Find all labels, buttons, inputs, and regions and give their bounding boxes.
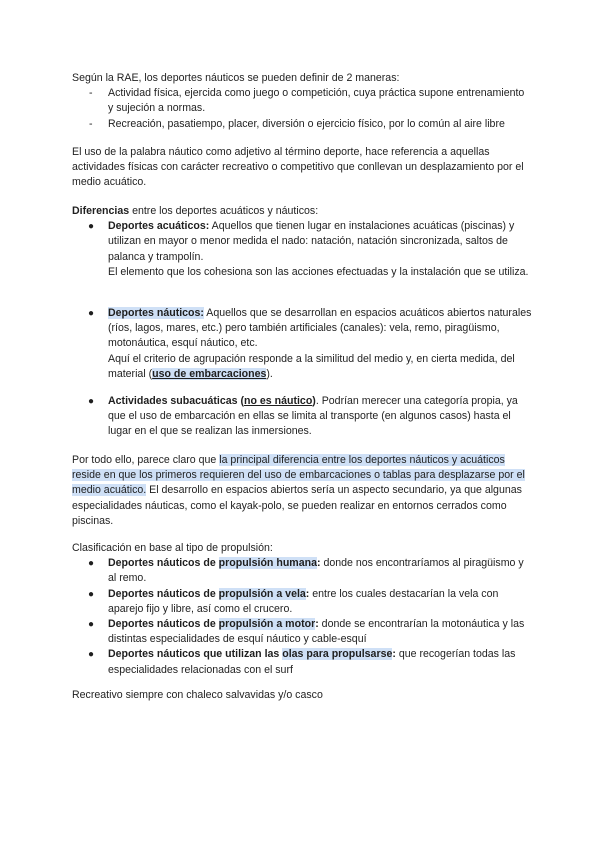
list-item-nauticos: ● Deportes náuticos: Aquellos que se desarrollan en espacios acuáticos abiertos naturales (ríos, lagos, mares, etc.) pero también artificiales (canales): vela, remo, piragüismo, motonáutica, esquí náutico, etc. Aquí el criterio de agrupación responde a la similitud del medio y, en cierta medida, del material (uso de embarcaciones).	[88, 307, 532, 380]
differences-heading: Diferencias entre los deportes acuáticos y náuticos:	[72, 205, 319, 217]
dot-bullet: ●	[88, 588, 95, 600]
list-item: - Recreación, pasatiempo, placer, diversión o ejercicio físico, por lo común al aire libre	[72, 117, 532, 132]
rae-definition-list	[72, 86, 532, 132]
dash-bullet: -	[89, 117, 93, 130]
list-item: ● Deportes náuticos de propulsión a vela: entre los cuales destacarían la vela con aparejo fijo y libre, así como el crucero.	[88, 587, 499, 615]
rae-intro: Según la RAE, los deportes náuticos se pueden definir de 2 maneras:	[72, 72, 400, 84]
embarcaciones-link[interactable]: uso de embarcaciones	[152, 367, 267, 380]
footer-note: Recreativo siempre con chaleco salvavidas y/o casco	[72, 689, 323, 701]
conclusion-highlight: la principal diferencia entre los deportes náuticos y acuáticos reside en que los primeros requieren del uso de embarcaciones o tablas para desplazarse por el medio acuático.	[72, 454, 525, 497]
differences-section	[72, 204, 532, 280]
dot-bullet: ●	[88, 396, 95, 407]
list-item: ● Deportes náuticos de propulsión humana: donde nos encontraríamos al piragüismo y al remo.	[88, 557, 524, 585]
conclusion-paragraph: Por todo ello, parece claro que la principal diferencia entre los deportes náuticos y acuáticos reside en que los primeros requieren del uso de embarcaciones o tablas para desplazarse por el medio acuático. El desarrollo en espacios abiertos sería un aspecto secundario, ya que algunas especialidades náuticas, como el kayak-polo, se pueden realizar en entornos cerrados como piscinas.	[72, 454, 525, 527]
list-item-acuaticos: ● Deportes acuáticos: Aquellos que tienen lugar en instalaciones acuáticas (piscinas) y utilizan en mayor o menor medida el nado: natación, natación sincronizada, saltos de palanca y trampolín. El elemento que los cohesiona son las acciones efectuadas y la instalación que se utiliza.	[88, 220, 529, 278]
list-item-subacuaticas: ● Actividades subacuáticas (no es náutico). Podrían merecer una categoría propia, ya que el uso de embarcación en ellas se limita al transporte (en algunos casos) hasta el lugar en el que se realizan las inmersiones.	[88, 395, 518, 438]
dot-bullet: ●	[88, 649, 95, 661]
list-item: - Actividad física, ejercida como juego o competición, cuya práctica supone entrenamiento y sujeción a normas.	[89, 87, 525, 115]
list-item: ● Deportes náuticos de propulsión a motor: donde se encontrarían la motonáutica y las distintas especialidades de esquí náutico y cable-esquí	[88, 618, 525, 646]
differences-nauticos	[72, 306, 532, 382]
list-item: ● Deportes náuticos que utilizan las olas para propulsarse: que recogerían todas las especialidades relacionadas con el surf	[88, 648, 516, 676]
differences-subacuaticas	[72, 394, 532, 440]
dot-bullet: ●	[88, 308, 95, 319]
classification-heading: Clasificación en base al tipo de propulsión:	[72, 542, 273, 554]
dot-bullet: ●	[88, 619, 95, 631]
rae-definition-section	[72, 71, 532, 132]
differences-list	[72, 219, 532, 280]
classification-list	[72, 556, 532, 678]
nautico-usage-paragraph: El uso de la palabra náutico como adjetivo al término deporte, hace referencia a aquellas actividades físicas con carácter recreativo o competitivo que conllevan un desplazamiento por el medio acuático.	[72, 146, 524, 189]
dot-bullet: ●	[88, 558, 95, 570]
dot-bullet: ●	[88, 221, 95, 233]
classification-section	[72, 541, 532, 678]
dash-bullet: -	[89, 87, 93, 100]
